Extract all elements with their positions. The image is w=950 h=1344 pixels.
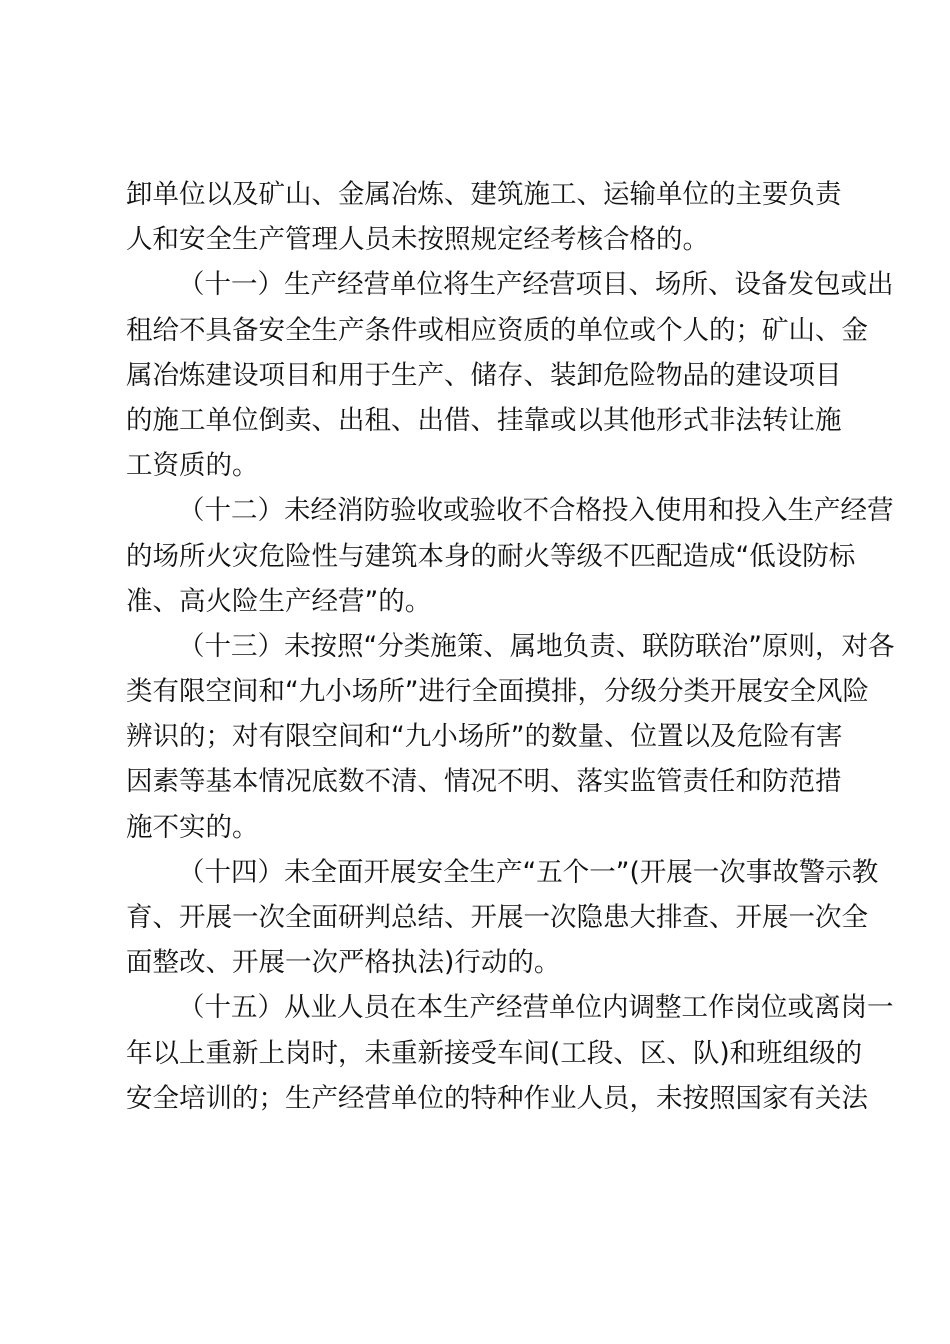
text-line: 育、开展一次全面研判总结、开展一次隐患大排查、开展一次全: [126, 902, 868, 933]
text-line: 人和安全生产管理人员未按照规定经考核合格的。: [126, 224, 709, 256]
text-line: 的场所火灾危险性与建筑本身的耐火等级不匹配造成“低设防标: [126, 540, 856, 572]
text-line: 工资质的。: [126, 450, 259, 482]
paragraph-continuation: [126, 172, 842, 262]
text-line: 面整改、开展一次严格执法)行动的。: [126, 947, 561, 979]
text-line: 卸单位以及矿山、金属冶炼、建筑施工、运输单位的主要负责: [126, 179, 842, 210]
text-line: 年以上重新上岗时，未重新接受车间(工段、区、队)和班组级的: [126, 1037, 863, 1069]
text-line: 属冶炼建设项目和用于生产、储存、装卸危险物品的建设项目: [126, 359, 842, 391]
paragraph-13: [126, 624, 895, 850]
text-line: （十四）未全面开展安全生产“五个一”(开展一次事故警示教: [178, 856, 879, 888]
text-line: 辨识的；对有限空间和“九小场所”的数量、位置以及危险有害: [126, 721, 843, 753]
text-line: 因素等基本情况底数不清、情况不明、落实监管责任和防范措: [126, 766, 842, 798]
text-line: 准、高火险生产经营”的。: [126, 585, 432, 617]
text-line: （十五）从业人员在本生产经营单位内调整工作岗位或离岗一: [178, 992, 894, 1024]
text-line: （十一）生产经营单位将生产经营项目、场所、设备发包或出: [178, 269, 894, 301]
text-line: 施不实的。: [126, 811, 259, 843]
text-line: 的施工单位倒卖、出租、出借、挂靠或以其他形式非法转让施: [126, 404, 842, 436]
paragraph-15: [126, 985, 894, 1121]
text-line: 类有限空间和“九小场所”进行全面摸排，分级分类开展安全风险: [126, 676, 869, 708]
paragraph-11: [126, 262, 894, 488]
document-body: [126, 172, 895, 1121]
paragraph-12: [126, 488, 894, 624]
text-line: 租给不具备安全生产条件或相应资质的单位或个人的；矿山、金: [126, 314, 868, 346]
text-line: （十三）未按照“分类施策、属地负责、联防联治”原则，对各: [178, 630, 895, 662]
text-line: 安全培训的；生产经营单位的特种作业人员，未按照国家有关法: [126, 1082, 868, 1114]
paragraph-14: [126, 850, 879, 986]
text-line: （十二）未经消防验收或验收不合格投入使用和投入生产经营: [178, 495, 894, 527]
